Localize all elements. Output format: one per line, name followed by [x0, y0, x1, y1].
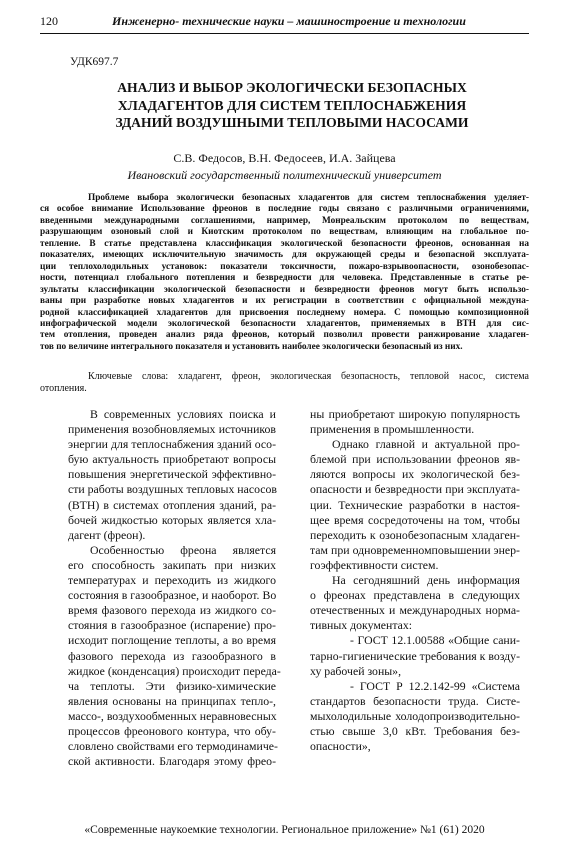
body-line: повышения энергетической эффективно- — [68, 467, 276, 482]
body-line: применения возобновляемых источников — [68, 422, 276, 437]
body-line: исходит поглощение теплоты, а во время — [68, 633, 276, 648]
body-line: сти работы воздушных тепловых насосов — [68, 482, 277, 497]
abstract-line: инфографической модели экологической безопасности хладагентов, применяемых в ВТН для сис- — [40, 318, 529, 329]
body-line: тарно-гигиенические требования к возду- — [310, 648, 520, 663]
abstract-line: ваны при разработке новых хладагентов и их регистрации в соответствии с официальной междуна- — [40, 296, 529, 307]
abstract-line: введенными международными соглашениями, например, Монреальским протоколом по веществам, — [40, 215, 529, 226]
body-line: блемой при использовании фреонов яв- — [310, 452, 520, 467]
body-line: стью свыше 3,0 кВт. Требования без- — [310, 723, 520, 738]
running-title: Инженерно- технические науки – машиностроение и технологии — [112, 14, 466, 28]
title-line: ХЛАДАГЕНТОВ ДЛЯ СИСТЕМ ТЕПЛОСНАБЖЕНИЯ — [117, 97, 467, 113]
body-line: словлено свойствами его термодинамиче- — [68, 739, 278, 754]
title-line: ЗДАНИЙ ВОЗДУШНЫМИ ТЕПЛОВЫМИ НАСОСАМИ — [115, 115, 469, 131]
body-line: бочей жидкостью которых является хла- — [68, 512, 276, 527]
body-line: жидкое (конденсация) происходит переда- — [68, 663, 281, 678]
abstract-line: ся особое внимание Использование фреонов в последние годы связано с различными ограничениями, — [40, 204, 529, 215]
body-line: (ВТН) в системах отопления зданий, ра- — [68, 497, 276, 512]
body-line: ху рабочей зоны», — [310, 663, 402, 678]
body-line: применения в промышленности. — [310, 422, 475, 437]
body-line: Однако главной и актуальной про- — [332, 437, 520, 452]
body-line: стандартов безопасности труда. Систе- — [310, 693, 520, 708]
body-line: В современных условиях поиска и — [90, 407, 276, 421]
body-line: массо-, воздухообменных неравновесных — [68, 708, 277, 723]
keywords-line: Ключевые слова: хладагент, фреон, экологическая безопасность, тепловой насос, система — [88, 371, 529, 382]
right-column — [310, 407, 520, 754]
body-line: - ГОСТ Р 12.2.142-99 «Система — [350, 678, 520, 693]
body-line: ча теплоты. Эти физико-химические — [68, 678, 276, 693]
body-line: переходить к озонобезопасным хладаген- — [310, 527, 520, 542]
body-line: щее время сосредоточены на том, чтобы — [310, 512, 520, 527]
abstract — [40, 193, 529, 353]
abstract-line: тепление. В статье представлена классификация экологической безопасности фреонов, основанная на — [40, 238, 529, 249]
abstract-line: тем отопления, проведен анализ ряда фреонов, который позволил провести ранжирование хладаген- — [40, 330, 529, 341]
body-line: время фазового перехода из жидкого со- — [68, 603, 276, 618]
body-line: опасности и безвредности при эксплуата- — [310, 482, 520, 497]
article-title — [70, 79, 514, 132]
abstract-line: ции теплохолодильных установок: показатели токсичности, пожаро-взрывоопасности, озонобезопас- — [40, 261, 529, 272]
body-line: энергии для теплоснабжения зданий осо- — [68, 437, 276, 452]
body-line: отечественных и международных норма- — [310, 603, 520, 618]
body-line: там при одновременномповышении энер- — [310, 542, 520, 557]
body-line: состояния в газообразное, и наоборот. Во — [68, 588, 277, 603]
body-line: тивных документах: — [310, 618, 413, 633]
abstract-line: зультаты классификации экологической безопасности и безвредности фреонов могут быть использо- — [40, 284, 529, 295]
left-column — [68, 407, 281, 769]
abstract-line: разрушающим озоновый слой и Киотским протоколом по веществам, влияющим на глобальное по- — [40, 227, 529, 238]
page-number: 120 — [40, 14, 58, 28]
body-line: процессов фреонового контура, что обу- — [68, 723, 276, 738]
body-line: ны приобретают широкую популярность — [310, 407, 520, 421]
body-line: температурах и переходить из жидкого — [68, 573, 276, 588]
abstract-line: показателях, имеющих исключительную значимость для окружающей среды и безопасной эксплуата- — [40, 250, 529, 261]
body-line: фазового перехода из газообразного в — [68, 648, 276, 663]
body-line: гоэффективности систем. — [310, 557, 439, 572]
abstract-line: тов по величине интегрального показателя и установить наиболее экологически безопасный из них. — [40, 341, 463, 352]
body-line: явления основаны на принципах тепло-, — [68, 693, 276, 708]
abstract-line: Проблеме выбора экологически безопасных хладагентов для систем теплоснабжения уделяет- — [88, 193, 529, 203]
header-rule — [40, 33, 529, 34]
keywords — [40, 371, 529, 395]
keywords-line: отопления. — [40, 383, 87, 394]
abstract-line: родной классификацией хладагентов для присвоения последнему номера. С помощью композиционной — [40, 307, 529, 318]
journal-citation: «Современные наукоемкие технологии. Региональное приложение» №1 (61) 2020 — [84, 824, 485, 836]
authors: С.В. Федосов, В.Н. Федосеев, И.А. Зайцева — [173, 151, 396, 165]
body-line: опасности», — [310, 739, 371, 754]
abstract-line: ности, потенциал глобального потепления и безвредности для человека. Представленные в статье ре- — [40, 273, 529, 284]
body-line: стояния в газообразное (испарение) про- — [68, 618, 276, 633]
body-line: ляются вопросы их экологической без- — [310, 467, 520, 482]
body-line: Особенностью фреона является — [90, 542, 276, 557]
body-line: о фреонах представлена в следующих — [310, 588, 520, 603]
body-line: мыхолодильные холодопроизводительно- — [310, 708, 520, 723]
body-line: его способность закипать при низких — [68, 557, 276, 572]
title-line: АНАЛИЗ И ВЫБОР ЭКОЛОГИЧЕСКИ БЕЗОПАСНЫХ — [117, 80, 467, 95]
body-line: ской активности. Благодаря этому фрео- — [68, 754, 276, 769]
body-line: бую актуальность приобретают вопросы — [68, 452, 276, 467]
body-line: ции. Технические разработки в настоя- — [310, 497, 520, 512]
body-line: На сегодняшний день информация — [332, 573, 520, 588]
udk-code: УДК697.7 — [70, 56, 119, 68]
body-line: - ГОСТ 12.1.00588 «Общие сани- — [350, 633, 520, 648]
affiliation: Ивановский государственный политехнический университет — [127, 168, 442, 182]
body-line: дагент (фреон). — [68, 527, 146, 542]
